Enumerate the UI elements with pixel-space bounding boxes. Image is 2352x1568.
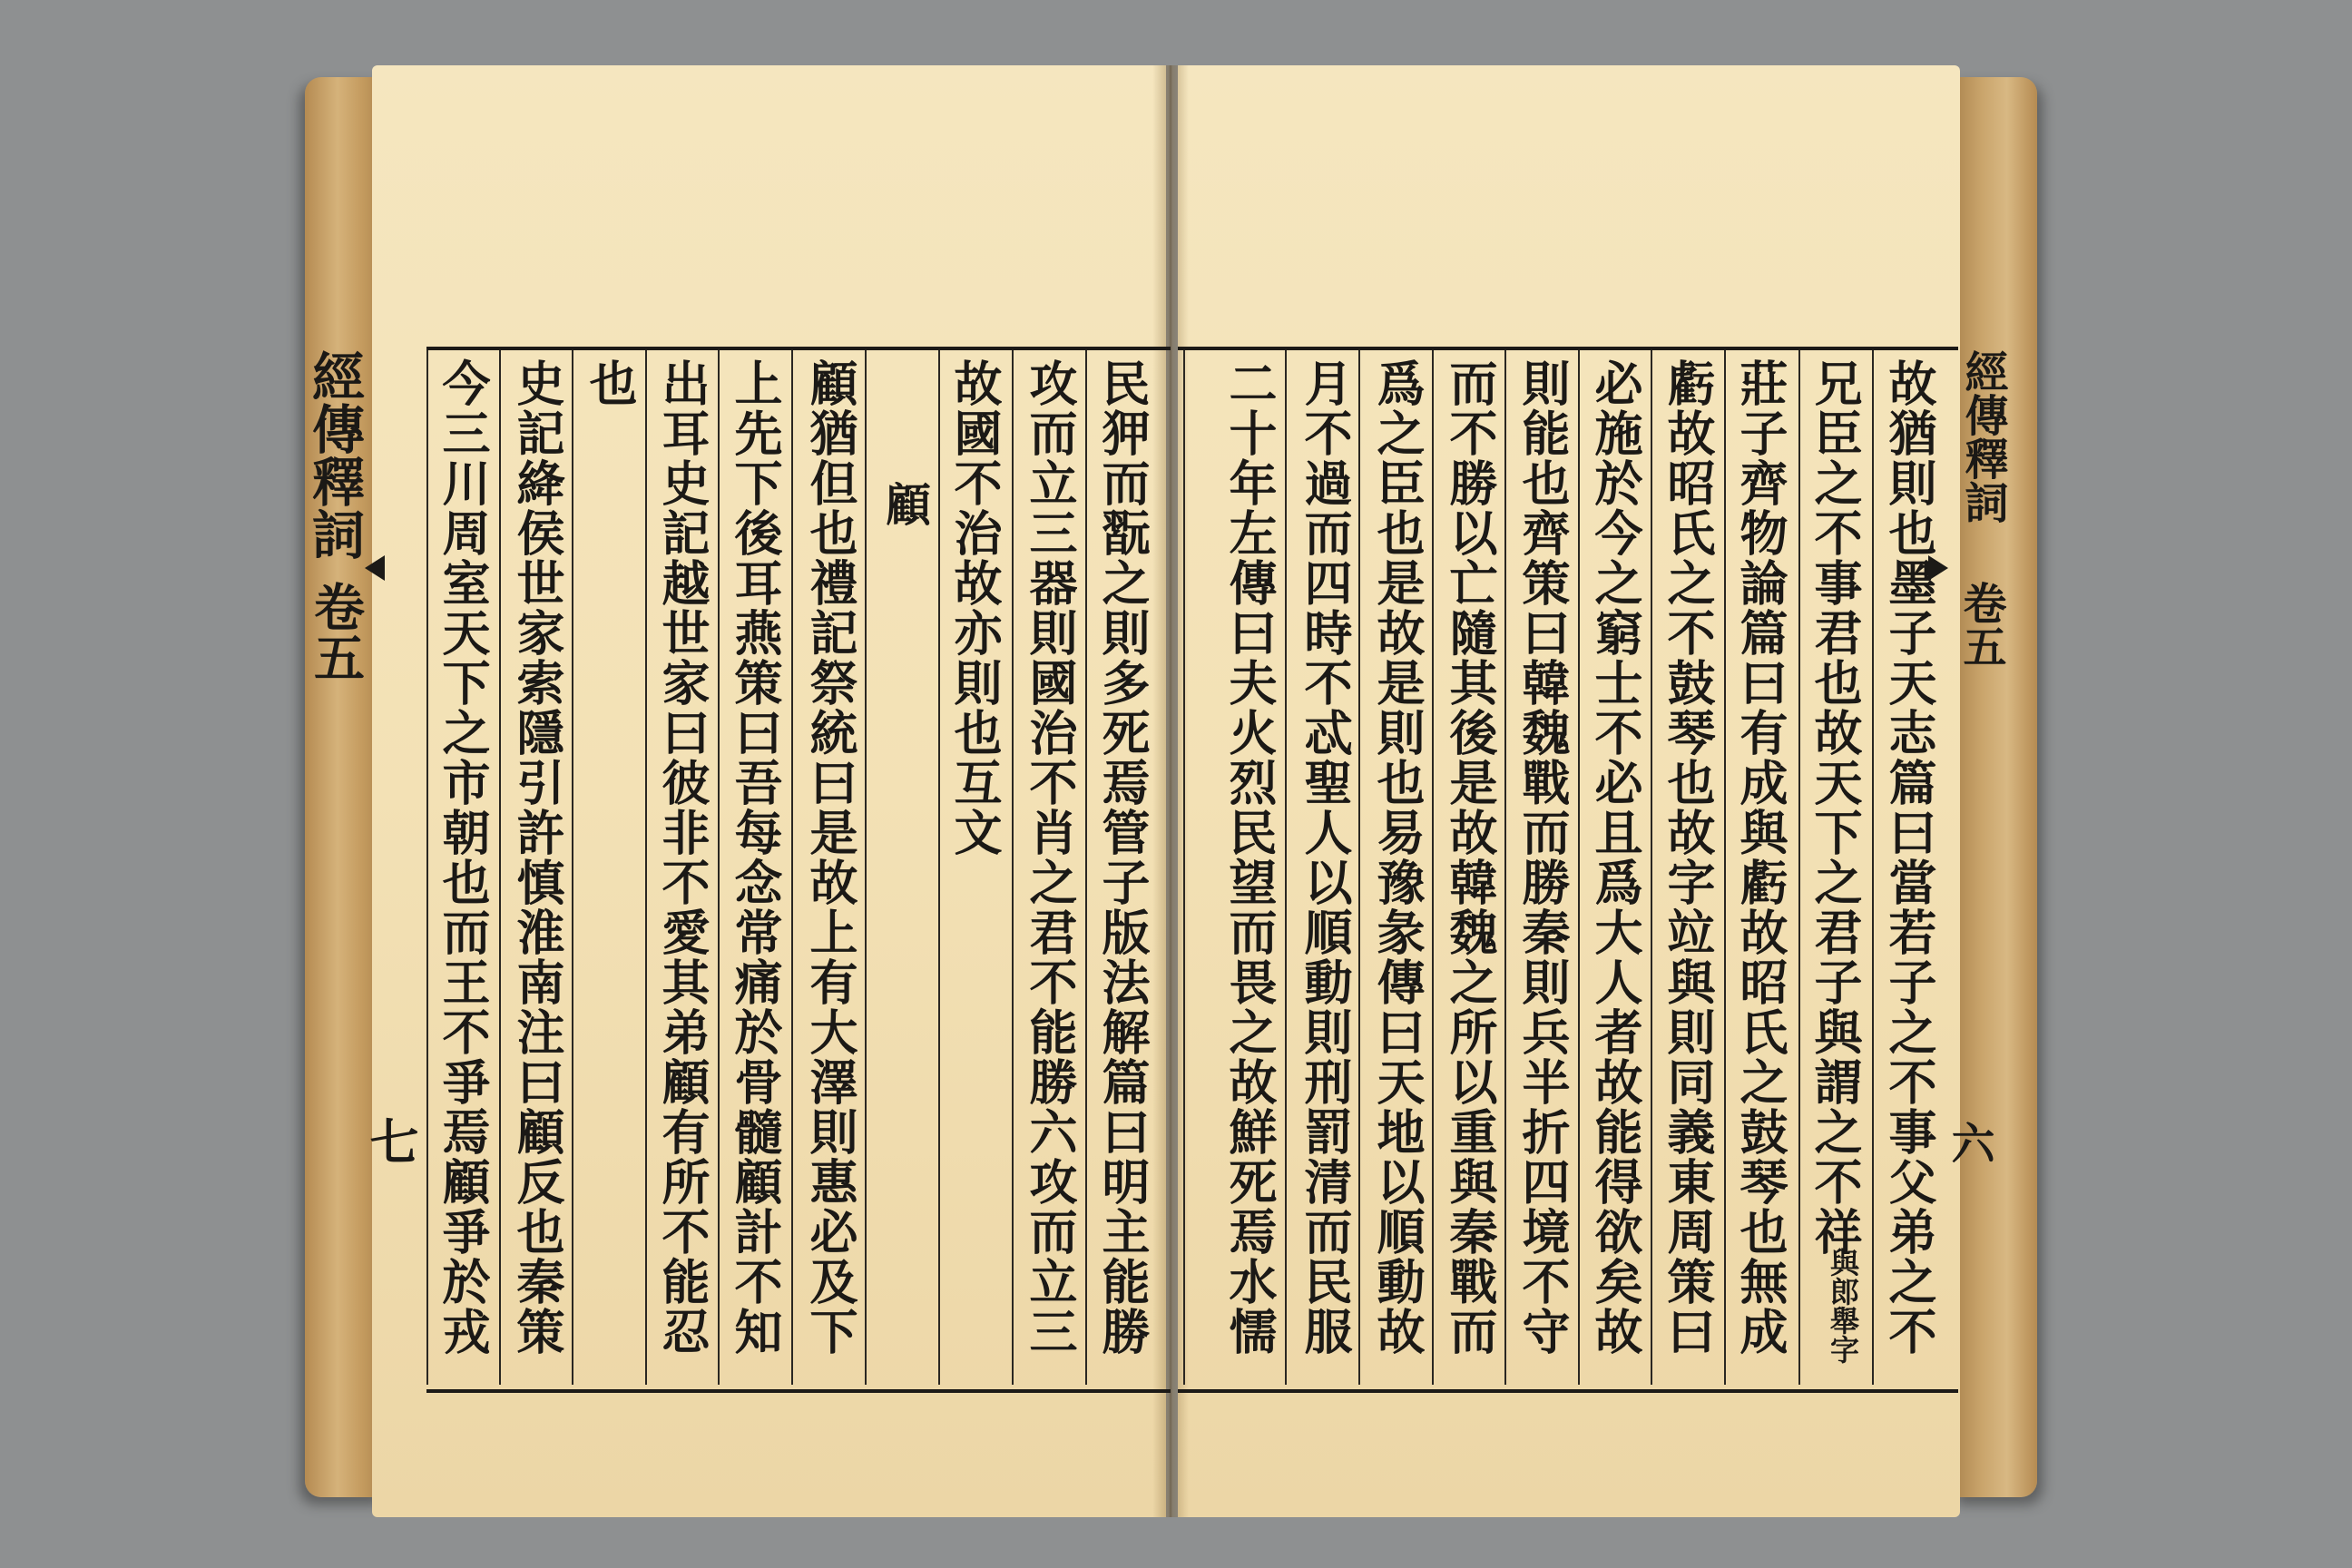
column-rule (938, 350, 940, 1385)
text-column: 月不過而四時不忒聖人以順動則刑罰清而民服 (1297, 358, 1353, 1357)
text-column: 顧猶但也禮記祭統曰是故上有大澤則惠必及下 (802, 358, 858, 1357)
text-column: 兄臣之不事君也故天下之君子與謂之不祥 (1807, 358, 1863, 1257)
fish-tail-mark (365, 555, 385, 581)
column-rule (1012, 350, 1014, 1385)
left-margin-title: 經傳釋詞 (303, 349, 365, 560)
column-rule (1285, 350, 1287, 1385)
text-column: 必施於今之窮士不必且爲大人者故能得欲矣故 (1587, 358, 1643, 1357)
text-column: 出耳史記越世家曰彼非不愛其弟顧有所不能忍 (654, 358, 710, 1357)
column-rule (1504, 350, 1506, 1385)
text-column: 莊子齊物論篇曰有成與虧故昭氏之鼓琴也無成 (1732, 358, 1788, 1357)
text-column: 攻而立三器則國治不肖之君不能勝六攻而立三 (1022, 358, 1078, 1357)
column-rule (1872, 350, 1874, 1385)
column-rule (1798, 350, 1800, 1385)
text-column: 而不勝以亡隨其後是故韓魏之所以重與秦戰而 (1442, 358, 1498, 1357)
column-rule (645, 350, 647, 1385)
column-rule (1183, 350, 1185, 1385)
text-column: 則能也齊策曰韓魏戰而勝秦則兵半折四境不守 (1514, 358, 1571, 1357)
column-rule (499, 350, 501, 1385)
text-column: 史記絳侯世家索隱引許慎淮南注曰顧反也秦策 (509, 358, 565, 1357)
column-rule (1651, 350, 1652, 1385)
text-column: 虧故昭氏之不鼓琴也故字竝與則同義東周策曰 (1660, 358, 1716, 1357)
column-rule (572, 350, 573, 1385)
column-rule (1724, 350, 1726, 1385)
text-column: 故猶則也墨子天志篇曰當若子之不事父弟之不 (1881, 358, 1937, 1357)
column-rule (1085, 350, 1087, 1385)
bleed-through-text (871, 381, 926, 1361)
column-rule (426, 350, 428, 1385)
column-rule (1432, 350, 1434, 1385)
interlinear-note: 與郎舉字 (1826, 1248, 1860, 1364)
column-rule (1578, 350, 1580, 1385)
column-rule (791, 350, 793, 1385)
left-volume-label: 卷五 (306, 581, 366, 682)
fish-tail-mark (1928, 555, 1948, 581)
text-column: 故國不治故亦則也互文 (946, 358, 1003, 858)
column-rule (718, 350, 720, 1385)
right-page-number: 六 (1944, 1121, 1994, 1164)
entry-heading: 顧 (878, 481, 932, 526)
right-volume-label: 卷五 (1955, 581, 2006, 668)
text-column: 上先下後耳燕策曰吾每念常痛於骨髓顧計不知 (727, 358, 783, 1357)
left-page-number: 七 (362, 1116, 420, 1165)
right-margin-title: 經傳釋詞 (1957, 349, 2008, 524)
column-rule (1358, 350, 1360, 1385)
text-column: 爲之臣也是故是則也易豫彖傳曰天地以順動故 (1369, 358, 1426, 1357)
text-column: 也 (582, 358, 638, 408)
right-page-edges (1951, 77, 2037, 1497)
text-column: 今三川周室天下之市朝也而王不爭焉顧爭於戎 (435, 358, 491, 1357)
column-rule (865, 350, 867, 1385)
text-column: 民狎而翫之則多死焉管子版法解篇曰明主能勝 (1094, 358, 1151, 1357)
text-column: 二十年左傳曰夫火烈民望而畏之故鮮死焉水懦 (1221, 358, 1278, 1357)
